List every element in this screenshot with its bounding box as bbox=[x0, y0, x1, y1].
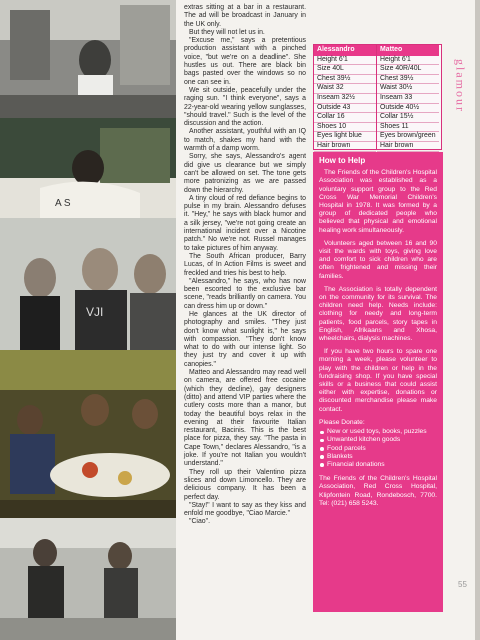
measurement-row: Collar 15½ bbox=[377, 113, 439, 123]
measurement-row: Height 6'1 bbox=[314, 56, 376, 66]
measurement-row: Size 40R/40L bbox=[377, 65, 439, 75]
alessandro-header: Alessandro bbox=[314, 45, 376, 56]
svg-text:A S: A S bbox=[55, 198, 71, 209]
help-paragraph: The Friends of the Children's Hospital Association was established as a voluntary support group to the Red Cross War Memorial Children's Hospital in 1978. It was formed by a group of dedicated people who believed that physical and emotional healing work simultaneously. bbox=[319, 169, 437, 234]
article-paragraph: "Stay!" I want to say as they kiss and enfold me goodbye, "Ciao Marcie." bbox=[184, 501, 306, 518]
measurements-table bbox=[313, 44, 442, 150]
measurement-row: Chest 39½ bbox=[314, 75, 376, 85]
measurement-row: Inseam 32½ bbox=[314, 94, 376, 104]
photo-street-scene bbox=[0, 0, 176, 118]
measurement-row: Waist 30½ bbox=[377, 84, 439, 94]
measurement-row: Shoes 11 bbox=[377, 123, 439, 133]
measurement-row: Outside 43 bbox=[314, 104, 376, 114]
donate-item: New or used toys, books, puzzles bbox=[319, 428, 437, 436]
donate-list bbox=[319, 428, 437, 469]
photo-man-in-bed bbox=[0, 118, 176, 218]
section-label-text: glamour bbox=[453, 59, 468, 113]
article-paragraph: "Alessandro," he says, who has now been escorted to the exclusive bar scene, "reads brilliantly on camera. You can dress him up or down." bbox=[184, 277, 306, 310]
article-paragraph: But they will not let us in. bbox=[189, 28, 265, 36]
measurement-row: Collar 16 bbox=[314, 113, 376, 123]
how-to-help-box bbox=[313, 152, 443, 612]
article-paragraph: We sit outside, peacefully under the raging sun. "I think everyone", says a 22-year-old wearing yellow sunglasses, "should travel." Such is the level of the discussion and the action. bbox=[184, 86, 306, 128]
article-paragraph: He glances at the UK director of photography and smiles. "They just don't know what sunlight is," he says with compassion. "They don't know what to do with our intense light. So they just try and cover it up with canopies." bbox=[184, 310, 306, 368]
measurement-row: Hair brown bbox=[314, 142, 376, 152]
page-number: 55 bbox=[458, 580, 467, 589]
measurement-row: Height 6'1 bbox=[377, 56, 439, 66]
article-paragraph: extras sitting at a bar in a restaurant. The ad will be broadcast in January in the UK only. bbox=[184, 4, 306, 28]
measurement-row: Outside 40½ bbox=[377, 104, 439, 114]
article-body bbox=[184, 4, 306, 527]
article-paragraph: "Ciao". bbox=[189, 518, 210, 526]
article-paragraph: Sorry, she says, Alessandro's agent did give us clearance but we simply can't be allowed on set. The tone gets more patronizing as we are passed down the hierarchy. bbox=[184, 153, 306, 194]
help-paragraph: The Association is totally dependent on the community for its survival. The children need help. Needs include: clothing for needy and long-term patients, food parcels, story tapes in English, Afrikaans and Xhosa, wheelchairs, dialysis machines. bbox=[319, 285, 437, 343]
svg-text:VJI: VJI bbox=[86, 305, 104, 319]
donate-item: Financial donations bbox=[319, 461, 437, 469]
article-paragraph: Matteo and Alessandro may read well on camera, are offered free cocaine (which they decline), gay designers (ditto) and attend VIP parties where the cutlery costs more than a manor, but today the beautiful boys relax in the evening at their favourite Italian restaurant, Bacinis. This is the best place for pizza, they say. "The pasta in Cape Town," declares Alessandro, "is a joke. If you're not Italian you wouldn't understand." bbox=[184, 369, 306, 468]
photo-restaurant-dinner bbox=[0, 350, 176, 518]
measurement-row: Inseam 33 bbox=[377, 94, 439, 104]
article-paragraph: The South African producer, Barry Lucas, of In Action Films is sweet and freckled and tries his best to help. bbox=[184, 252, 306, 277]
measurement-row: Eyes brown/green bbox=[377, 132, 439, 142]
photo-strip bbox=[0, 0, 176, 640]
donate-label: Please Donate: bbox=[319, 418, 365, 426]
help-heading: How to Help bbox=[319, 156, 366, 165]
article-paragraph: Another assistant, youthful with an IQ to match, shakes my hand with the warmth of a damp worm. bbox=[184, 128, 306, 153]
measurement-row: Chest 39½ bbox=[377, 75, 439, 85]
help-contact: The Friends of the Children's Hospital Association, Red Cross Hospital, Klipfontein Road, Rondebosch, 7700. Tel: (021) 658 5243. bbox=[319, 475, 437, 507]
measurement-row: Eyes light blue bbox=[314, 132, 376, 142]
article-paragraph: A tiny cloud of red defiance begins to pulse in my brain. Alessandro defuses it. "Hey," he says with black humor and a silk jersey, "we're not going create an international incident over a Nicotine patch." No we're not. Russel manages to take pictures of him anyway. bbox=[184, 194, 306, 252]
measurement-row: Size 40L bbox=[314, 65, 376, 75]
donate-item: Food parcels bbox=[319, 445, 437, 453]
help-paragraph: If you have two hours to spare one morning a week, please volunteer to play with the children or help in the fundraising shop. If you have special skills or a business that could assist either with expertise, donations or discounted merchandise please make contact. bbox=[319, 348, 437, 413]
section-label bbox=[446, 26, 474, 146]
donate-item: Unwanted kitchen goods bbox=[319, 436, 437, 444]
photo-three-men bbox=[0, 218, 176, 350]
article-paragraph: They roll up their Valentino pizza slices and down Limoncello. They are delicious company. It has been a perfect day. bbox=[184, 468, 306, 501]
article-paragraph: "Excuse me," says a pretentious production assistant with a pinched voice, "but we're on a deadline". She hustles us out. There are black bin bags pasted over the windows so no one can see in. bbox=[184, 37, 306, 86]
help-paragraph: Volunteers aged between 16 and 90 visit the wards with toys, giving love and comfort to sick children who are often frightened and missing their families. bbox=[319, 239, 437, 280]
photo-men-on-street bbox=[0, 518, 176, 640]
measurement-row: Waist 32 bbox=[314, 84, 376, 94]
matteo-header: Matteo bbox=[377, 45, 439, 56]
measurement-row: Hair brown bbox=[377, 142, 439, 152]
alessandro-measurements bbox=[314, 45, 377, 149]
page-edge bbox=[475, 0, 480, 640]
matteo-measurements bbox=[377, 45, 439, 149]
donate-item: Blankets bbox=[319, 453, 437, 461]
measurement-row: Shoes 10 bbox=[314, 123, 376, 133]
